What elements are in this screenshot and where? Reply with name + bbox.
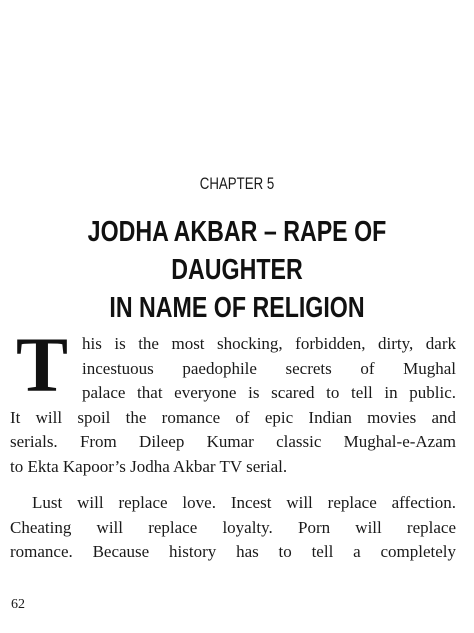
text-line: to Ekta Kapoor’s Jodha Akbar TV serial.: [10, 456, 288, 476]
text-line: romance. Because history has to tell a completely: [10, 542, 456, 561]
chapter-title: [0, 213, 474, 327]
chapter-label: CHAPTER 5: [199, 174, 275, 193]
text-line: his is the most shocking, forbidden, dirty, dark: [82, 334, 456, 353]
paragraph-2: [10, 491, 456, 565]
chapter-title-line-2: IN NAME OF RELIGION: [109, 292, 365, 324]
text-line: palace that everyone is scared to tell in public.: [82, 383, 456, 402]
body-text: [10, 321, 456, 565]
text-line: serials. From Dileep Kumar classic Mughal-e-Azam: [10, 432, 456, 451]
page-number: 62: [11, 597, 25, 612]
drop-cap: T: [16, 321, 69, 408]
chapter-title-line-1: JODHA AKBAR – RAPE OF DAUGHTER: [87, 216, 387, 286]
paragraph-1: [10, 321, 456, 479]
text-line: It will spoil the romance of epic Indian movies and: [10, 407, 456, 427]
text-line: Lust will replace love. Incest will replace affection.: [32, 493, 456, 512]
text-line: Cheating will replace loyalty. Porn will replace: [10, 517, 456, 537]
text-line: incestuous paedophile secrets of Mughal: [82, 358, 456, 378]
drop-cap-lines: [10, 321, 456, 408]
